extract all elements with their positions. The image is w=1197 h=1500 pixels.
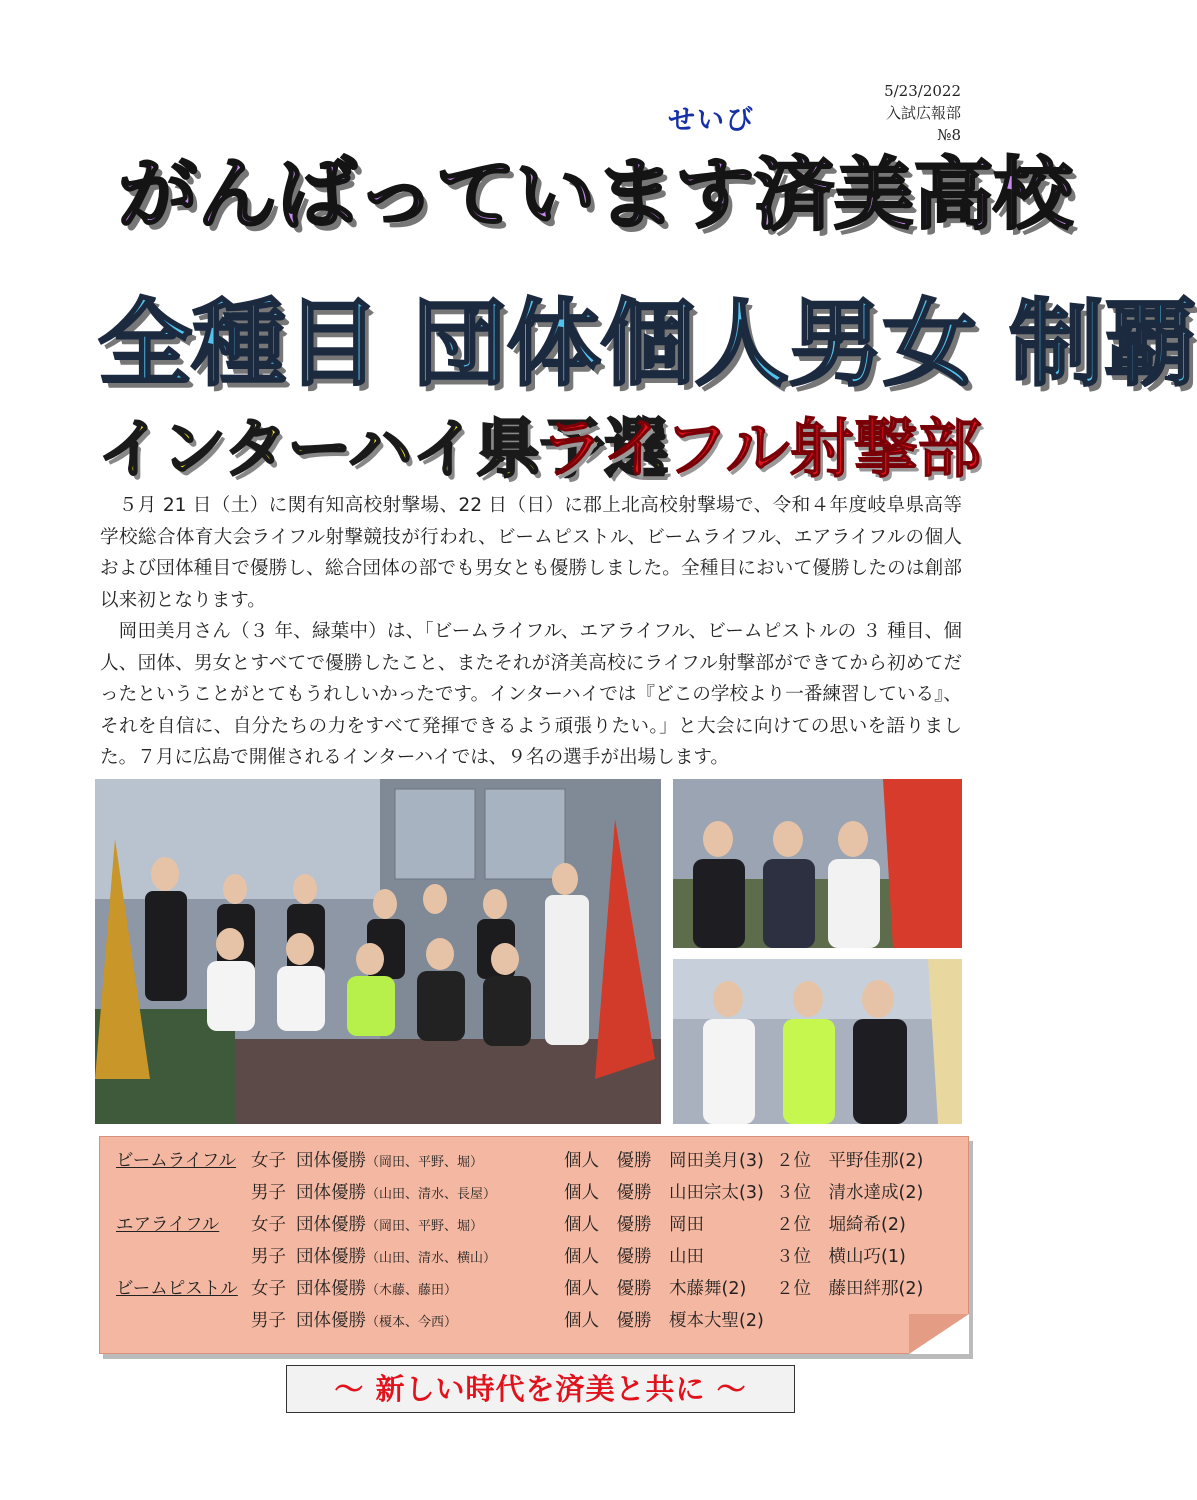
issue-date: 5/23/2022 bbox=[884, 82, 961, 100]
event-name: ビームライフル bbox=[116, 1151, 237, 1171]
individual-result: 個人 優勝 榎本大聖(2) bbox=[564, 1311, 764, 1331]
headline-ruby: せいび bbox=[668, 105, 755, 136]
headline-event: インターハイ県予選 bbox=[98, 413, 669, 487]
individual-result: 個人 優勝 山田 bbox=[564, 1247, 704, 1267]
sex-label: 男子 bbox=[251, 1247, 286, 1267]
team-result: 団体優勝（山田、清水、横山） bbox=[296, 1247, 497, 1267]
individual-result: 個人 優勝 岡田 bbox=[564, 1215, 704, 1235]
team-result: 団体優勝（岡田、平野、堀） bbox=[296, 1215, 484, 1235]
placing-result: ３位 清水達成(2) bbox=[776, 1183, 924, 1203]
issue-department: 入試広報部 bbox=[885, 104, 961, 122]
team-result: 団体優勝（岡田、平野、堀） bbox=[296, 1151, 484, 1171]
issue-number: №8 bbox=[937, 126, 961, 144]
event-name: エアライフル bbox=[116, 1215, 220, 1235]
team-group-photo bbox=[95, 779, 661, 1124]
headline-title: がんばっています済美高校 bbox=[118, 150, 1073, 240]
individual-result: 個人 優勝 岡田美月(3) bbox=[564, 1151, 764, 1171]
footer-slogan: ～ 新しい時代を済美と共に ～ bbox=[286, 1365, 795, 1413]
boys-team-photo bbox=[673, 959, 962, 1124]
results-table bbox=[99, 1136, 969, 1354]
placing-result: ２位 藤田絆那(2) bbox=[776, 1279, 924, 1299]
team-result: 団体優勝（榎本、今西） bbox=[296, 1311, 458, 1331]
placing-result: ２位 堀綺希(2) bbox=[776, 1215, 906, 1235]
page-curl-decoration bbox=[909, 1314, 969, 1354]
article-body bbox=[100, 490, 962, 774]
placing-result: ３位 横山巧(1) bbox=[776, 1247, 906, 1267]
placing-result: ２位 平野佳那(2) bbox=[776, 1151, 924, 1171]
team-result: 団体優勝（木藤、藤田） bbox=[296, 1279, 458, 1299]
sex-label: 女子 bbox=[251, 1279, 286, 1299]
individual-result: 個人 優勝 木藤舞(2) bbox=[564, 1279, 747, 1299]
article-paragraph: 岡田美月さん（３ 年、緑葉中）は、「ビームライフル、エアライフル、ビームピストルの ３ 種目、個人、団体、男女とすべてで優勝したこと、またそれが済美高校にライフル射撃部ができてから初めてだったということがとてもうれしいかったです。インターハイでは『どこの学校より一番練習している』、それを自信に、自分たちの力をすべて発揮できるよう頑張りたい。」と大会に向けての思いを語りました。７月に広島で開催されるインターハイでは、９名の選手が出場します。 bbox=[100, 621, 962, 768]
article-paragraph: ５月 21 日（土）に関有知高校射撃場、22 日（日）に郡上北高校射撃場で、令和４年度岐阜県高等学校総合体育大会ライフル射撃競技が行われ、ビームピストル、ビームライフル、エアライフルの個人および団体種目で優勝し、総合団体の部でも男女とも優勝しました。全種目において優勝したのは創部以来初となります。 bbox=[100, 495, 962, 611]
sex-label: 男子 bbox=[251, 1311, 286, 1331]
headline-club: ライフル射撃部 bbox=[540, 413, 982, 487]
girls-team-photo bbox=[673, 779, 962, 948]
event-name: ビームピストル bbox=[116, 1279, 238, 1299]
sex-label: 女子 bbox=[251, 1215, 286, 1235]
headline-subtitle: 全種目 団体個人男女 制覇 bbox=[98, 290, 1197, 399]
individual-result: 個人 優勝 山田宗太(3) bbox=[564, 1183, 764, 1203]
sex-label: 女子 bbox=[251, 1151, 286, 1171]
sex-label: 男子 bbox=[251, 1183, 286, 1203]
team-result: 団体優勝（山田、清水、長屋） bbox=[296, 1183, 497, 1203]
